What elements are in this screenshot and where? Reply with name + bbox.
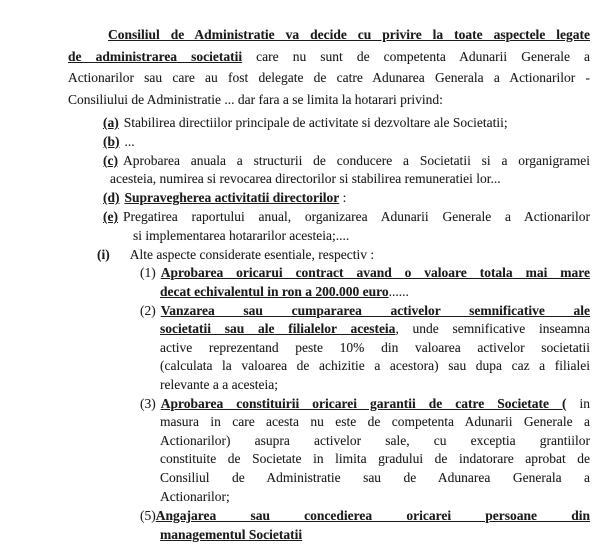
paragraph-text: Actionarilor sau care au fost delegate de catre Adunarea Generala a Actionarilor - (68, 70, 590, 85)
item-text: Alte aspecte considerate esentiale, respectiv : (129, 246, 375, 262)
numbered-item-2 (68, 302, 590, 321)
item-bold-text: managementul Societatii (160, 526, 303, 542)
item-label: (d) (103, 190, 120, 206)
item-text: active reprezentand peste 10% din valoarea activelor societatii (160, 339, 590, 355)
numbered-item-2-continuation (68, 376, 590, 395)
list-item-e (68, 208, 590, 227)
item-text: Consiliul de Administratie sau de Adunarea Generala a (160, 469, 590, 485)
numbered-item-2-continuation (68, 357, 590, 376)
numbered-item-2-continuation (68, 320, 590, 339)
item-text: (calculata la valoarea de achizitie a acestora) sau dupa caz a filialei (160, 358, 590, 374)
heading-bold-text: de administrarea societatii (68, 48, 243, 64)
item-bold-text: Aprobarea constituirii oricarei garantii de catre Societate ( (160, 395, 567, 411)
heading-bold-text: Consiliul de Administratie va decide cu privire la toate aspectele legate (108, 27, 590, 42)
item-text: ...... (388, 283, 409, 299)
item-text: Stabilirea directiilor principale de activitate si dezvoltare ale Societatii; (123, 115, 508, 130)
numbered-item-3 (68, 395, 590, 414)
item-label: (b) (103, 133, 120, 149)
paragraph-line (68, 24, 590, 46)
item-text: acesteia, numirea si revocarea directorilor si stabilirea remuneratiei lor... (110, 171, 501, 187)
item-text: : (339, 190, 347, 206)
item-bold-text: Aprobarea oricarui contract avand o valoare totala mai mare (160, 265, 590, 281)
list-item-c (68, 152, 590, 171)
item-text: si implementarea hotararilor acesteia;.... (133, 227, 350, 243)
numbered-item-3-continuation (68, 469, 590, 488)
item-label: (1) (140, 265, 156, 281)
numbered-item-3-continuation (68, 413, 590, 432)
item-text: , unde semnificative inseamna (395, 321, 590, 337)
item-label: (i) (97, 246, 110, 262)
list-item-c-continuation (68, 170, 590, 189)
paragraph-text: care nu sunt de competenta Adunarii Generale a (242, 48, 590, 64)
item-text: Pregatirea raportului anual, organizarea Adunarii Generale a Actionarilor (122, 208, 590, 224)
item-text: constituite de Societate in limita gradului de indatorare aprobat de (160, 451, 590, 467)
item-label: (3) (140, 395, 156, 411)
item-text: masura in care acesta nu este de competenta Adunarii Generale a (160, 414, 590, 430)
numbered-item-3-continuation (68, 488, 590, 507)
paragraph-line (68, 46, 590, 68)
intro-paragraph (68, 24, 590, 110)
paragraph-line (68, 67, 590, 89)
numbered-item-3-continuation (68, 432, 590, 451)
item-text: relevante a a acesteia; (160, 376, 279, 392)
lettered-list (68, 114, 590, 264)
paragraph-line (68, 89, 590, 111)
item-label: (a) (103, 115, 119, 130)
numbered-item-5 (68, 507, 590, 526)
numbered-item-2-continuation (68, 339, 590, 358)
item-bold-text: decat echivalentul in ron a 200.000 euro (160, 283, 389, 299)
list-item-b (68, 133, 590, 152)
item-bold-text: societatii sau ale filialelor acesteia (160, 321, 396, 337)
item-bold-text: Supravegherea activitatii directorilor (124, 190, 340, 206)
item-text: Actionarilor; (160, 488, 230, 504)
item-text: in (566, 395, 590, 411)
numbered-list (68, 264, 590, 544)
item-bold-text: Angajarea sau concedierea oricarei persoane din (155, 508, 590, 524)
numbered-item-1-continuation (68, 283, 590, 302)
item-bold-text: Vanzarea sau cumpararea activelor semnificative ale (160, 302, 590, 318)
numbered-item-5-continuation-clipped (68, 526, 590, 544)
list-item-d (68, 189, 590, 208)
list-item-e-continuation (68, 227, 590, 246)
list-item-a (68, 114, 590, 133)
item-label: (e) (103, 208, 118, 224)
item-label: (2) (140, 302, 156, 318)
item-text: ... (124, 133, 135, 149)
numbered-item-3-continuation (68, 450, 590, 469)
paragraph-text: Consiliului de Administratie ... dar fara a se limita la hotarari privind: (68, 91, 443, 107)
numbered-item-1 (68, 264, 590, 283)
list-item-i (68, 246, 590, 265)
item-text: Aprobarea anuala a structurii de conducere a Societatii si a organigramei (122, 152, 590, 168)
item-text: Actionarilor) asupra activelor sale, cu exceptia grantiilor (160, 432, 590, 448)
item-label: (5) (140, 508, 156, 524)
item-label: (c) (103, 152, 118, 168)
